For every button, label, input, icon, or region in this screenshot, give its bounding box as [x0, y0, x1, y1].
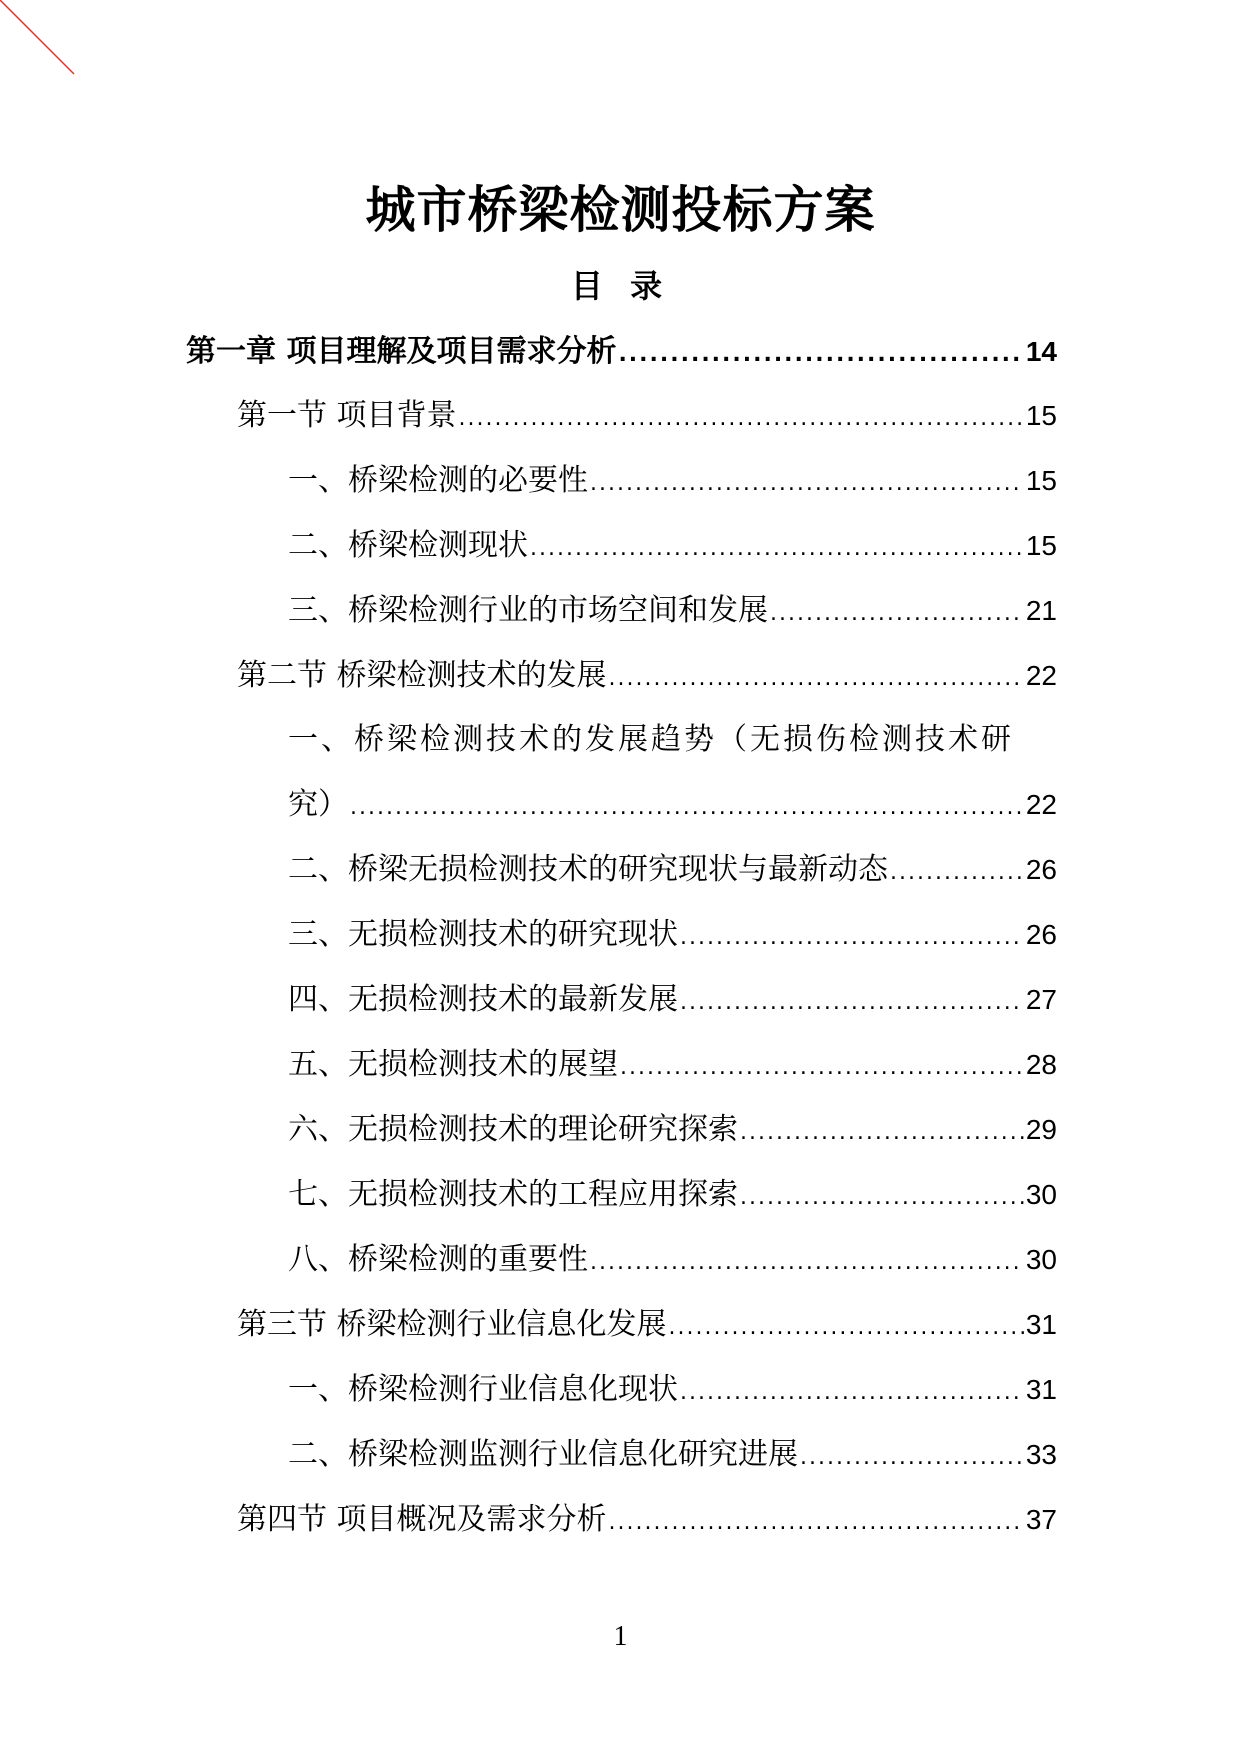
- document-title: 城市桥梁检测投标方案: [365, 181, 876, 239]
- toc-entry-label: 二、桥梁检测监测行业信息化研究进展: [288, 1437, 798, 1472]
- toc-entry-page: 37: [1025, 1504, 1057, 1535]
- toc-entry-page: 27: [1025, 984, 1057, 1015]
- toc-entry-label: 八、桥梁检测的重要性: [288, 1242, 588, 1277]
- toc-entry-page: 28: [1025, 1049, 1057, 1080]
- toc-entry-item[interactable]: [288, 848, 1057, 892]
- dot-leader: [609, 657, 1024, 701]
- toc-entry-page: 31: [1025, 1374, 1057, 1405]
- toc-entry-item[interactable]: [288, 913, 1057, 957]
- toc-entry-label: 究）: [288, 787, 348, 822]
- toc-entry-page: 15: [1025, 465, 1057, 496]
- dot-leader: [618, 333, 1023, 377]
- toc-entry-page: 31: [1025, 1309, 1057, 1340]
- toc-entry-label: 六、无损检测技术的理论研究探索: [288, 1112, 738, 1147]
- toc-entry-label: 二、桥梁无损检测技术的研究现状与最新动态: [288, 852, 888, 887]
- toc-entry-item[interactable]: [288, 589, 1057, 633]
- dot-leader: [609, 1501, 1024, 1545]
- dot-leader: [590, 1241, 1024, 1285]
- toc-entry-section-2[interactable]: [237, 654, 1057, 698]
- toc-entry-page: 26: [1025, 854, 1057, 885]
- toc-entry-label: 七、无损检测技术的工程应用探索: [288, 1177, 738, 1212]
- toc-entry-chapter-1[interactable]: [186, 330, 1057, 374]
- toc-entry-item[interactable]: [288, 1238, 1057, 1282]
- toc-heading: 目 录: [570, 267, 671, 305]
- toc-entry-item[interactable]: [288, 1043, 1057, 1087]
- toc-entry-page: 33: [1025, 1439, 1057, 1470]
- toc-entry-label: 第一节 项目背景: [237, 398, 457, 433]
- toc-entry-label: 第四节 项目概况及需求分析: [237, 1502, 607, 1537]
- dot-leader: [590, 462, 1024, 506]
- toc-entry-page: 26: [1025, 919, 1057, 950]
- toc-entry-label: 五、无损检测技术的展望: [288, 1047, 618, 1082]
- toc-entry-label: 第二节 桥梁检测技术的发展: [237, 658, 607, 693]
- toc-entry-item[interactable]: [288, 1108, 1057, 1152]
- toc-entry-page: 15: [1025, 530, 1057, 561]
- toc-entry-page: 30: [1025, 1244, 1057, 1275]
- toc-entry-label: 第一章 项目理解及项目需求分析: [186, 334, 617, 369]
- toc-entry-section-3[interactable]: [237, 1303, 1057, 1347]
- toc-entry-page: 29: [1025, 1114, 1057, 1145]
- toc-entry-page: 22: [1025, 660, 1057, 691]
- toc-entry-item[interactable]: [288, 459, 1057, 503]
- dot-leader: [680, 981, 1024, 1025]
- dot-leader: [350, 786, 1024, 830]
- dot-leader: [669, 1306, 1024, 1350]
- toc-entry-item[interactable]: [288, 1433, 1057, 1477]
- dot-leader: [459, 397, 1024, 441]
- toc-entry-page: 30: [1025, 1179, 1057, 1210]
- toc-entry-label: 二、桥梁检测现状: [288, 528, 528, 563]
- dot-leader: [680, 916, 1024, 960]
- dot-leader: [770, 592, 1024, 636]
- toc-entry-item[interactable]: [288, 524, 1057, 568]
- toc-entry-item[interactable]: [288, 783, 1057, 827]
- toc-entry-label: 第三节 桥梁检测行业信息化发展: [237, 1307, 667, 1342]
- toc-entry-label: 一、桥梁检测的必要性: [288, 463, 588, 498]
- toc-entry-item[interactable]: [288, 1173, 1057, 1217]
- dot-leader: [800, 1436, 1024, 1480]
- dot-leader: [890, 851, 1024, 895]
- dot-leader: [620, 1046, 1024, 1090]
- dot-leader: [530, 527, 1024, 571]
- toc-entry-page: 21: [1025, 595, 1057, 626]
- dot-leader: [740, 1111, 1024, 1155]
- toc-entry-page: 15: [1025, 400, 1057, 431]
- toc-entry-label: 三、无损检测技术的研究现状: [288, 917, 678, 952]
- dot-leader: [680, 1371, 1024, 1415]
- toc-entry-item[interactable]: [288, 1368, 1057, 1412]
- page-number: 1: [613, 1621, 628, 1652]
- toc-entry-label: 一、桥梁检测行业信息化现状: [288, 1372, 678, 1407]
- toc-entry-page: 14: [1025, 336, 1057, 367]
- toc-entry-item[interactable]: [288, 978, 1057, 1022]
- toc-entry-page: 22: [1025, 789, 1057, 820]
- dot-leader: [740, 1176, 1024, 1220]
- toc-entry-label: 三、桥梁检测行业的市场空间和发展: [288, 593, 768, 628]
- toc-entry-section-4[interactable]: [237, 1498, 1057, 1542]
- toc-entry-label: 四、无损检测技术的最新发展: [288, 982, 678, 1017]
- toc-entry-section-1[interactable]: [237, 394, 1057, 438]
- toc-entry-label-wrapped-line[interactable]: 一、桥梁检测技术的发展趋势（无损伤检测技术研: [288, 722, 1014, 757]
